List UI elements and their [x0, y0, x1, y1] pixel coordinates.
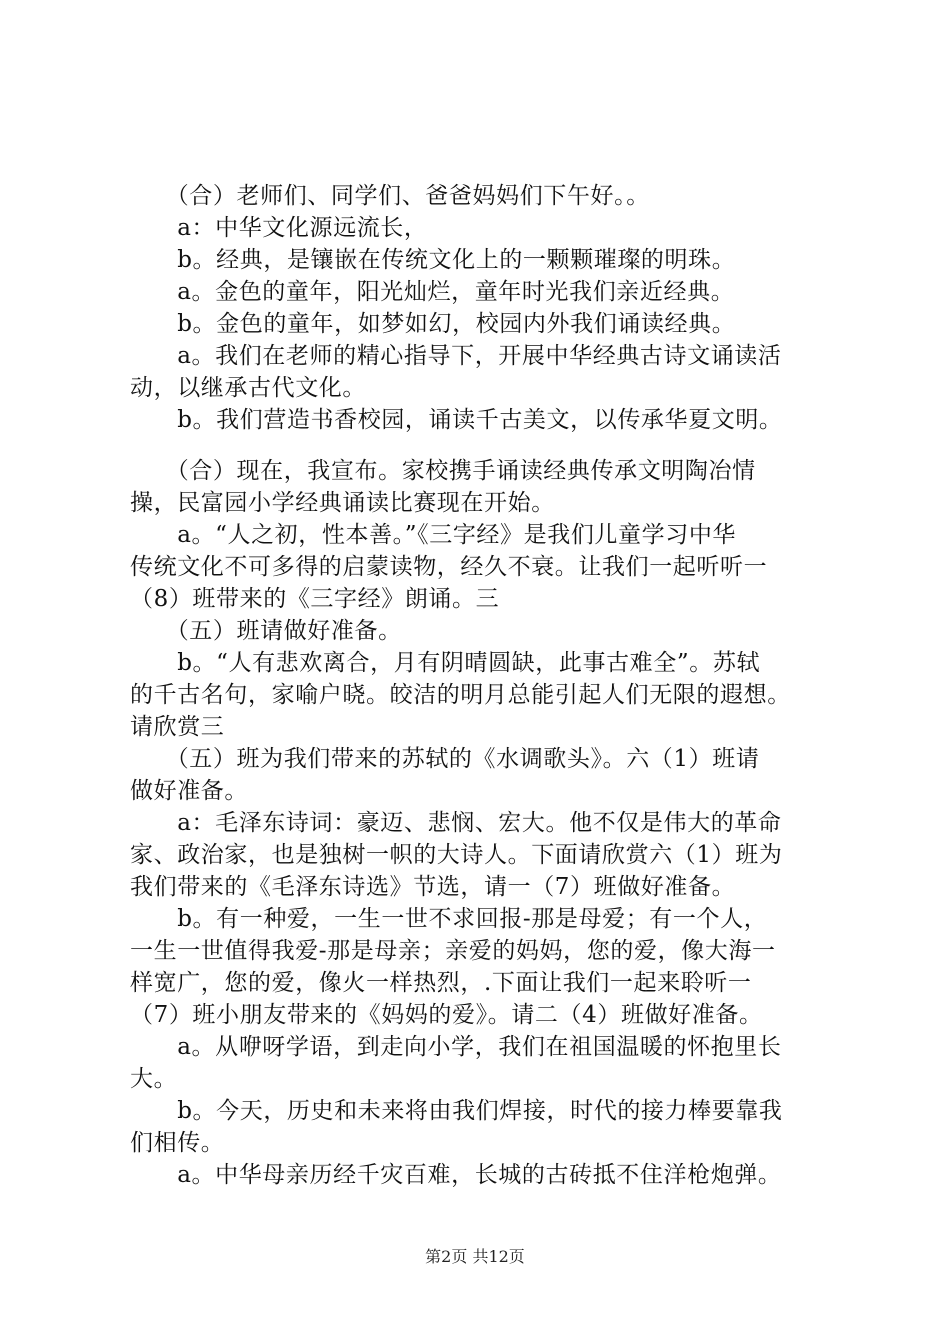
paragraph-7 — [130, 404, 840, 436]
text-line: 我们带来的《毛泽东诗选》节选，请一（7）班做好准备。 — [130, 874, 736, 900]
paragraph-6 — [130, 340, 840, 404]
text-line: （7）班小朋友带来的《妈妈的爱》。请二（4）班做好准备。 — [130, 1002, 763, 1028]
text-line: （合）现在，我宣布。家校携手诵读经典传承文明陶冶情 — [130, 458, 756, 484]
text-line: 做好准备。 — [130, 778, 248, 804]
text-line: 的千古名句，家喻户晓。皎洁的明月总能引起人们无限的遐想。 — [130, 682, 791, 708]
text-line: b。有一种爱，一生一世不求回报-那是母爱；有一个人， — [130, 906, 768, 932]
text-line: b。经典，是镶嵌在传统文化上的一颗颗璀璨的明珠。 — [130, 247, 736, 273]
paragraph-17 — [130, 1159, 840, 1191]
text-line: 家、政治家，也是独树一帜的大诗人。下面请欣赏六（1）班为 — [130, 842, 783, 868]
paragraph-3 — [130, 244, 840, 276]
paragraph-16 — [130, 1095, 840, 1159]
text-line: 动，以继承古代文化。 — [130, 375, 366, 401]
paragraph-15 — [130, 1031, 840, 1095]
text-line: 请欣赏三 — [130, 714, 225, 740]
paragraph-11 — [130, 647, 840, 743]
text-line: （五）班为我们带来的苏轼的《水调歌头》。六（1）班请 — [130, 746, 760, 772]
text-line: a。中华母亲历经千灾百难，长城的古砖抵不住洋枪炮弹。 — [130, 1162, 782, 1188]
text-line: 传统文化不可多得的启蒙读物，经久不衰。让我们一起听听一 — [130, 554, 768, 580]
text-line: a。我们在老师的精心指导下，开展中华经典古诗文诵读活 — [130, 343, 782, 369]
text-line: （五）班请做好准备。 — [130, 618, 402, 644]
paragraph-1 — [130, 180, 840, 212]
text-line: a。“人之初，性本善。”《三字经》是我们儿童学习中华 — [130, 522, 737, 548]
paragraph-14 — [130, 903, 840, 1031]
text-line: a。从咿呀学语，到走向小学，我们在祖国温暖的怀抱里长 — [130, 1034, 782, 1060]
paragraph-12 — [130, 743, 840, 807]
text-line: b。今天，历史和未来将由我们焊接，时代的接力棒要靠我 — [130, 1098, 783, 1124]
text-line: 样宽广，您的爱，像火一样热烈，.下面让我们一起来聆听一 — [130, 970, 752, 996]
paragraph-4 — [130, 276, 840, 308]
text-line: 大。 — [130, 1066, 178, 1092]
text-line: 一生一世值得我爱-那是母亲；亲爱的妈妈，您的爱，像大海一 — [130, 938, 776, 964]
text-line: （合）老师们、同学们、爸爸妈妈们下午好。。 — [130, 183, 650, 209]
paragraph-5 — [130, 308, 840, 340]
text-line: （8）班带来的《三字经》朗诵。三 — [130, 586, 500, 612]
text-line: a：毛泽东诗词：豪迈、悲悯、宏大。他不仅是伟大的革命 — [130, 810, 782, 836]
text-line: b。“人有悲欢离合，月有阴晴圆缺，此事古难全”。苏轼 — [130, 650, 761, 676]
page-number-footer: 第2页 共12页 — [425, 1247, 525, 1266]
text-line: b。金色的童年，如梦如幻，校园内外我们诵读经典。 — [130, 311, 736, 337]
paragraph-13 — [130, 807, 840, 903]
text-line: 们相传。 — [130, 1130, 225, 1156]
paragraph-8 — [130, 455, 840, 519]
paragraph-2 — [130, 212, 840, 244]
paragraph-9 — [130, 519, 840, 615]
text-line: b。我们营造书香校园，诵读千古美文，以传承华夏文明。 — [130, 407, 783, 433]
text-line: a：中华文化源远流长， — [130, 215, 428, 241]
text-line: 操，民富园小学经典诵读比赛现在开始。 — [130, 490, 555, 516]
text-line: a。金色的童年，阳光灿烂，童年时光我们亲近经典。 — [130, 279, 735, 305]
paragraph-10 — [130, 615, 840, 647]
